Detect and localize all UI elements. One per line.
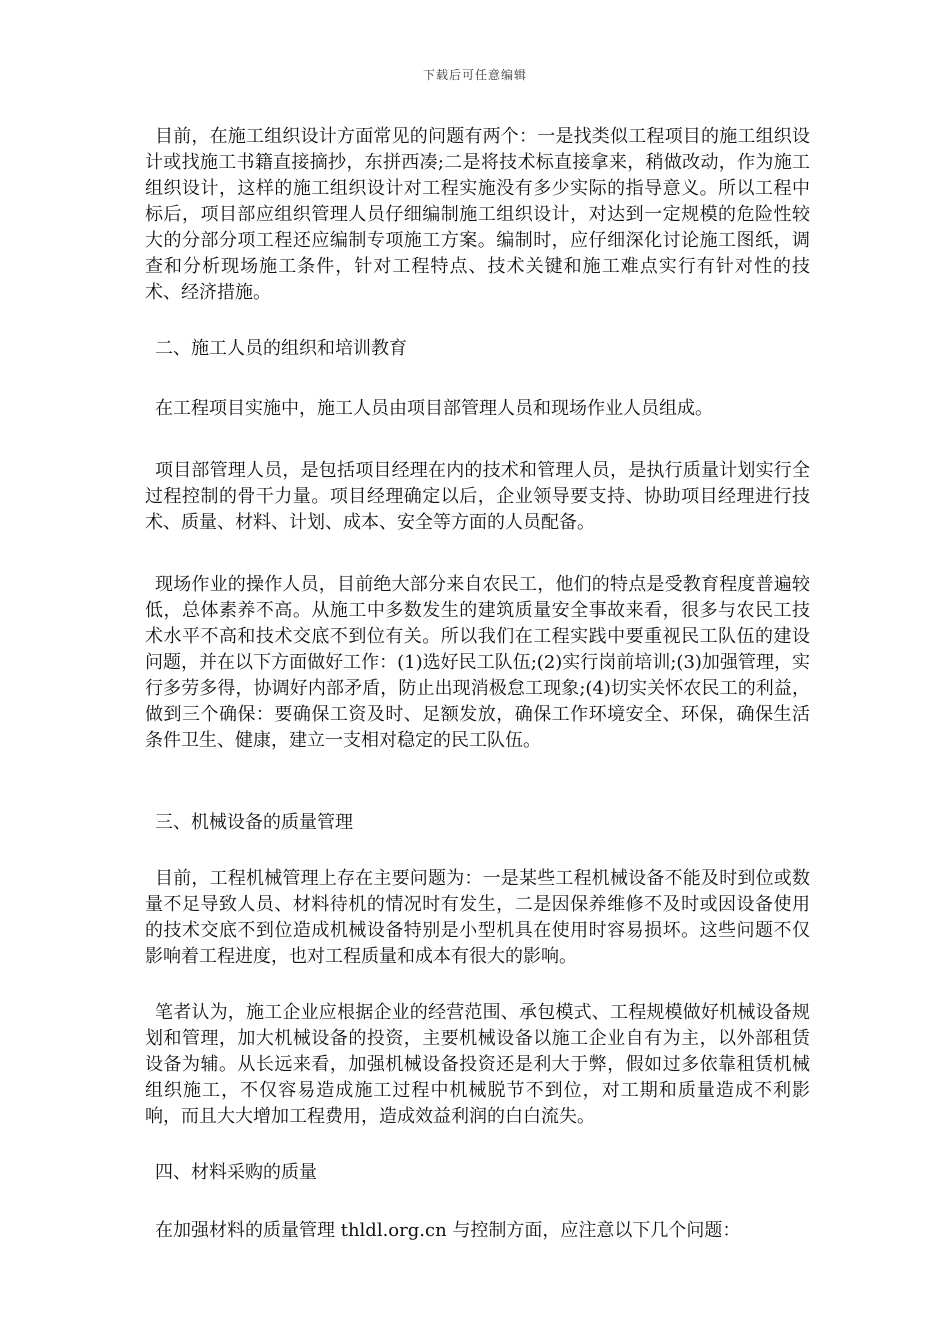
page-header: 下载后可任意编辑 [422, 68, 527, 82]
paragraph-machinery-recommendation: 笔者认为，施工企业应根据企业的经营范围、承包模式、工程规模做好机械设备规划和管理，加大机械设备的投资，主要机械设备以施工企业自有为主，以外部租赁设备为辅。从长远来看，加强机械设备投资还是利大于弊，假如过多依靠租赁机械组织施工，不仅容易造成施工过程中机械脱节不到位，对工期和质量造成不利影响，而且大大增加工程费用，造成效益利润的白白流失。 [145, 1002, 810, 1127]
section-heading-materials: 四、材料采购的质量 [155, 1162, 317, 1183]
paragraph-materials-intro: 在加强材料的质量管理 thldl.org.cn 与控制方面，应注意以下几个问题： [155, 1220, 741, 1241]
paragraph-field-workers: 现场作业的操作人员，目前绝大部分来自农民工，他们的特点是受教育程度普遍较低，总体素养不高。从施工中多数发生的建筑质量安全事故来看，很多与农民工技术水平不高和技术交底不到位有关。所以我们在工程实践中要重视民工队伍的建设问题，并在以下方面做好工作：(1)选好民工队伍;(2)实行岗前培训;(3)加强管理，实行多劳多得，协调好内部矛盾，防止出现消极怠工现象;(4)切实关怀农民工的利益，做到三个确保：要确保工资及时、足额发放，确保工作环境安全、环保，确保生活条件卫生、健康，建立一支相对稳定的民工队伍。 [145, 574, 810, 751]
paragraph-personnel-composition: 在工程项目实施中，施工人员由项目部管理人员和现场作业人员组成。 [155, 398, 713, 419]
section-heading-machinery: 三、机械设备的质量管理 [155, 812, 353, 833]
paragraph-machinery-problems: 目前，工程机械管理上存在主要问题为：一是某些工程机械设备不能及时到位或数量不足导致人员、材料待机的情况时有发生，二是因保养维修不及时或因设备使用的技术交底不到位造成机械设备特别是小型机具在使用时容易损坏。这些问题不仅影响着工程进度，也对工程质量和成本有很大的影响。 [145, 868, 810, 967]
paragraph-management-staff: 项目部管理人员，是包括项目经理在内的技术和管理人员，是执行质量计划实行全过程控制的骨干力量。项目经理确定以后，企业领导要支持、协助项目经理进行技术、质量、材料、计划、成本、安全等方面的人员配备。 [145, 460, 810, 533]
paragraph-construction-design: 目前，在施工组织设计方面常见的问题有两个：一是找类似工程项目的施工组织设计或找施工书籍直接摘抄，东拼西凑;二是将技术标直接拿来，稍做改动，作为施工组织设计，这样的施工组织设计对工程实施没有多少实际的指导意义。所以工程中标后，项目部应组织管理人员仔细编制施工组织设计，对达到一定规模的危险性较大的分部分项工程还应编制专项施工方案。编制时，应仔细深化讨论施工图纸，调查和分析现场施工条件，针对工程特点、技术关键和施工难点实行有针对性的技术、经济措施。 [145, 126, 810, 303]
section-heading-personnel: 二、施工人员的组织和培训教育 [155, 338, 407, 359]
document-body [145, 124, 810, 1244]
